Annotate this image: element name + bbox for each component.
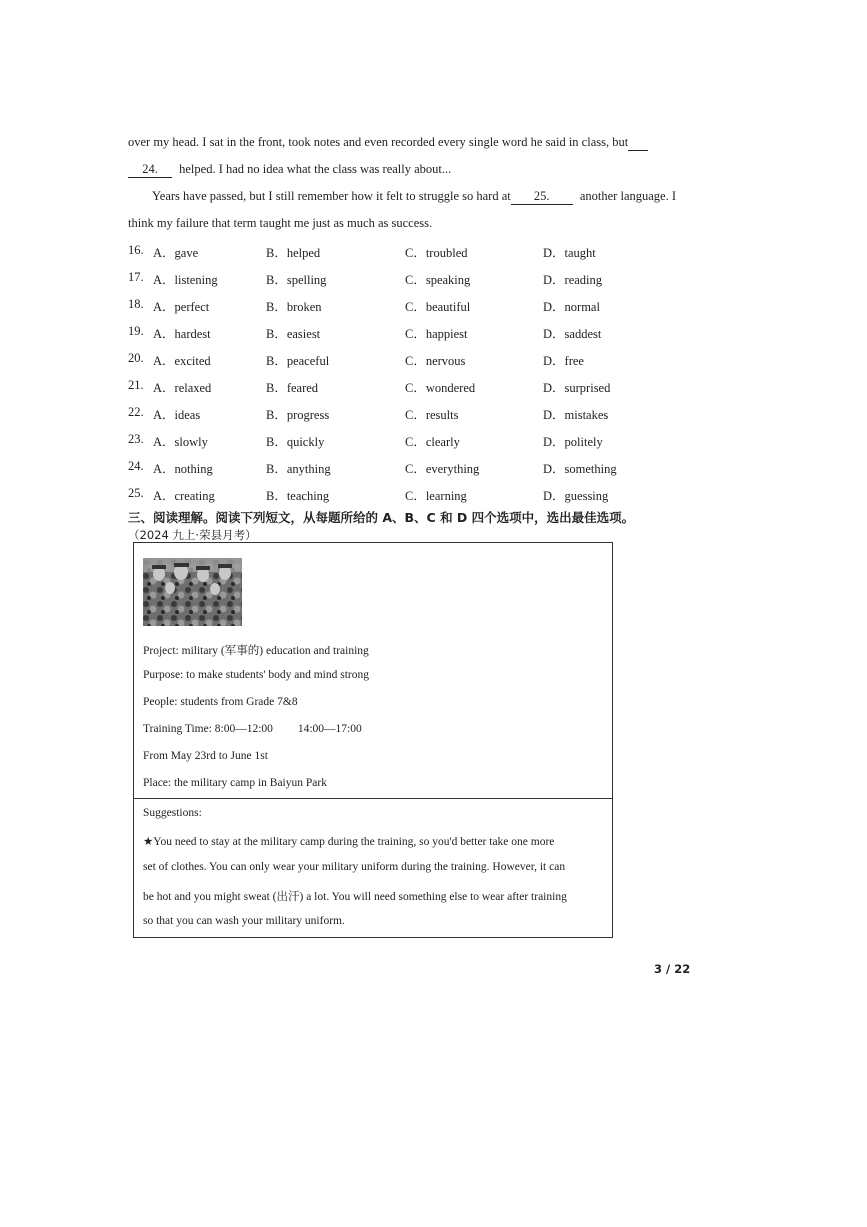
option-b[interactable]: B．feared [266, 381, 319, 395]
blank-25: 25. [511, 189, 573, 205]
question-number: 20. [128, 351, 144, 365]
question-number: 16. [128, 243, 144, 257]
notice-box [133, 542, 613, 938]
question-option-row [128, 486, 688, 504]
passage-text: over my head. I sat in the front, took notes and even recorded every single word he said in class, but [128, 135, 629, 149]
question-option-row [128, 459, 688, 477]
option-c[interactable]: C．everything [405, 462, 480, 476]
option-d[interactable]: D．mistakes [543, 408, 609, 422]
option-b[interactable]: B．progress [266, 408, 330, 422]
option-b[interactable]: B．easiest [266, 327, 321, 341]
option-d[interactable]: D．saddest [543, 327, 602, 341]
option-c[interactable]: C．results [405, 408, 459, 422]
option-c[interactable]: C．beautiful [405, 300, 471, 314]
suggestion-line-2: set of clothes. You can only wear your military uniform during the training. However, it can [143, 861, 566, 873]
passage-line-4 [128, 216, 432, 231]
notice-place: Place: the military camp in Baiyun Park [143, 777, 327, 789]
option-a[interactable]: A．listening [153, 273, 218, 287]
option-b[interactable]: B．quickly [266, 435, 325, 449]
option-d[interactable]: D．surprised [543, 381, 611, 395]
notice-people: People: students from Grade 7&8 [143, 696, 298, 708]
option-b[interactable]: B．anything [266, 462, 331, 476]
option-c[interactable]: C．clearly [405, 435, 460, 449]
option-a[interactable]: A．gave [153, 246, 199, 260]
option-d[interactable]: D．guessing [543, 489, 609, 503]
option-b[interactable]: B．peaceful [266, 354, 330, 368]
question-number: 23. [128, 432, 144, 446]
passage-text: think my failure that term taught me just as much as success. [128, 216, 433, 230]
option-a[interactable]: A．ideas [153, 408, 201, 422]
option-a[interactable]: A．perfect [153, 300, 210, 314]
option-b[interactable]: B．broken [266, 300, 322, 314]
question-number: 18. [128, 297, 144, 311]
suggestion-line-3: be hot and you might sweat (出汗) a lot. You will need something else to wear after training [143, 891, 567, 903]
question-number: 19. [128, 324, 144, 338]
question-number: 22. [128, 405, 144, 419]
option-a[interactable]: A．slowly [153, 435, 208, 449]
suggestions-label: Suggestions: [143, 807, 202, 819]
section-title: 三、阅读理解。阅读下列短文，从每题所给的 A、B、C 和 D 四个选项中，选出最佳选项。 [128, 510, 635, 525]
passage-text: another language. I [579, 189, 676, 203]
passage-line-2 [128, 162, 451, 178]
option-d[interactable]: D．politely [543, 435, 603, 449]
option-a[interactable]: A．relaxed [153, 381, 212, 395]
passage-text: helped. I had no idea what the class was really about... [179, 162, 452, 176]
training-time-pm: 14:00—17:00 [297, 723, 362, 735]
blank-24: 24. [128, 162, 172, 178]
page-number: 3 / 22 [654, 962, 691, 976]
question-option-row [128, 351, 688, 369]
option-d[interactable]: D．free [543, 354, 584, 368]
option-c[interactable]: C．nervous [405, 354, 466, 368]
option-b[interactable]: B．helped [266, 246, 321, 260]
option-a[interactable]: A．creating [153, 489, 215, 503]
question-number: 17. [128, 270, 144, 284]
option-d[interactable]: D．reading [543, 273, 603, 287]
option-d[interactable]: D．normal [543, 300, 600, 314]
option-d[interactable]: D．something [543, 462, 617, 476]
blank-23 [628, 135, 648, 151]
question-option-row [128, 297, 688, 315]
passage-line-3 [152, 189, 676, 205]
notice-project: Project: military (军事的) education and training [143, 645, 369, 657]
option-c[interactable]: C．speaking [405, 273, 471, 287]
question-number: 25. [128, 486, 144, 500]
question-option-row [128, 324, 688, 342]
notice-divider [134, 798, 612, 799]
question-number: 21. [128, 378, 144, 392]
question-number: 24. [128, 459, 144, 473]
option-d[interactable]: D．taught [543, 246, 596, 260]
option-c[interactable]: C．learning [405, 489, 467, 503]
military-training-photo [143, 558, 242, 626]
option-c[interactable]: C．wondered [405, 381, 476, 395]
option-b[interactable]: B．teaching [266, 489, 330, 503]
option-a[interactable]: A．excited [153, 354, 211, 368]
option-c[interactable]: C．happiest [405, 327, 468, 341]
question-option-row [128, 378, 688, 396]
option-c[interactable]: C．troubled [405, 246, 468, 260]
question-option-row [128, 405, 688, 423]
notice-purpose: Purpose: to make students' body and mind strong [143, 669, 369, 681]
passage-line-1 [128, 135, 648, 151]
training-time-am: Training Time: 8:00—12:00 [143, 723, 273, 735]
question-option-row [128, 432, 688, 450]
notice-time [143, 723, 362, 735]
notice-dates: From May 23rd to June 1st [143, 750, 268, 762]
suggestion-line-4: so that you can wash your military uniform. [143, 915, 345, 927]
option-a[interactable]: A．hardest [153, 327, 211, 341]
option-b[interactable]: B．spelling [266, 273, 327, 287]
passage-text: Years have passed, but I still remember how it felt to struggle so hard at [152, 189, 511, 203]
question-option-row [128, 243, 688, 261]
question-option-row [128, 270, 688, 288]
option-a[interactable]: A．nothing [153, 462, 213, 476]
question-source: （2024 九上·荣县月考） [128, 528, 257, 542]
suggestion-line-1: ★You need to stay at the military camp during the training, so you'd better take one more [143, 836, 555, 848]
